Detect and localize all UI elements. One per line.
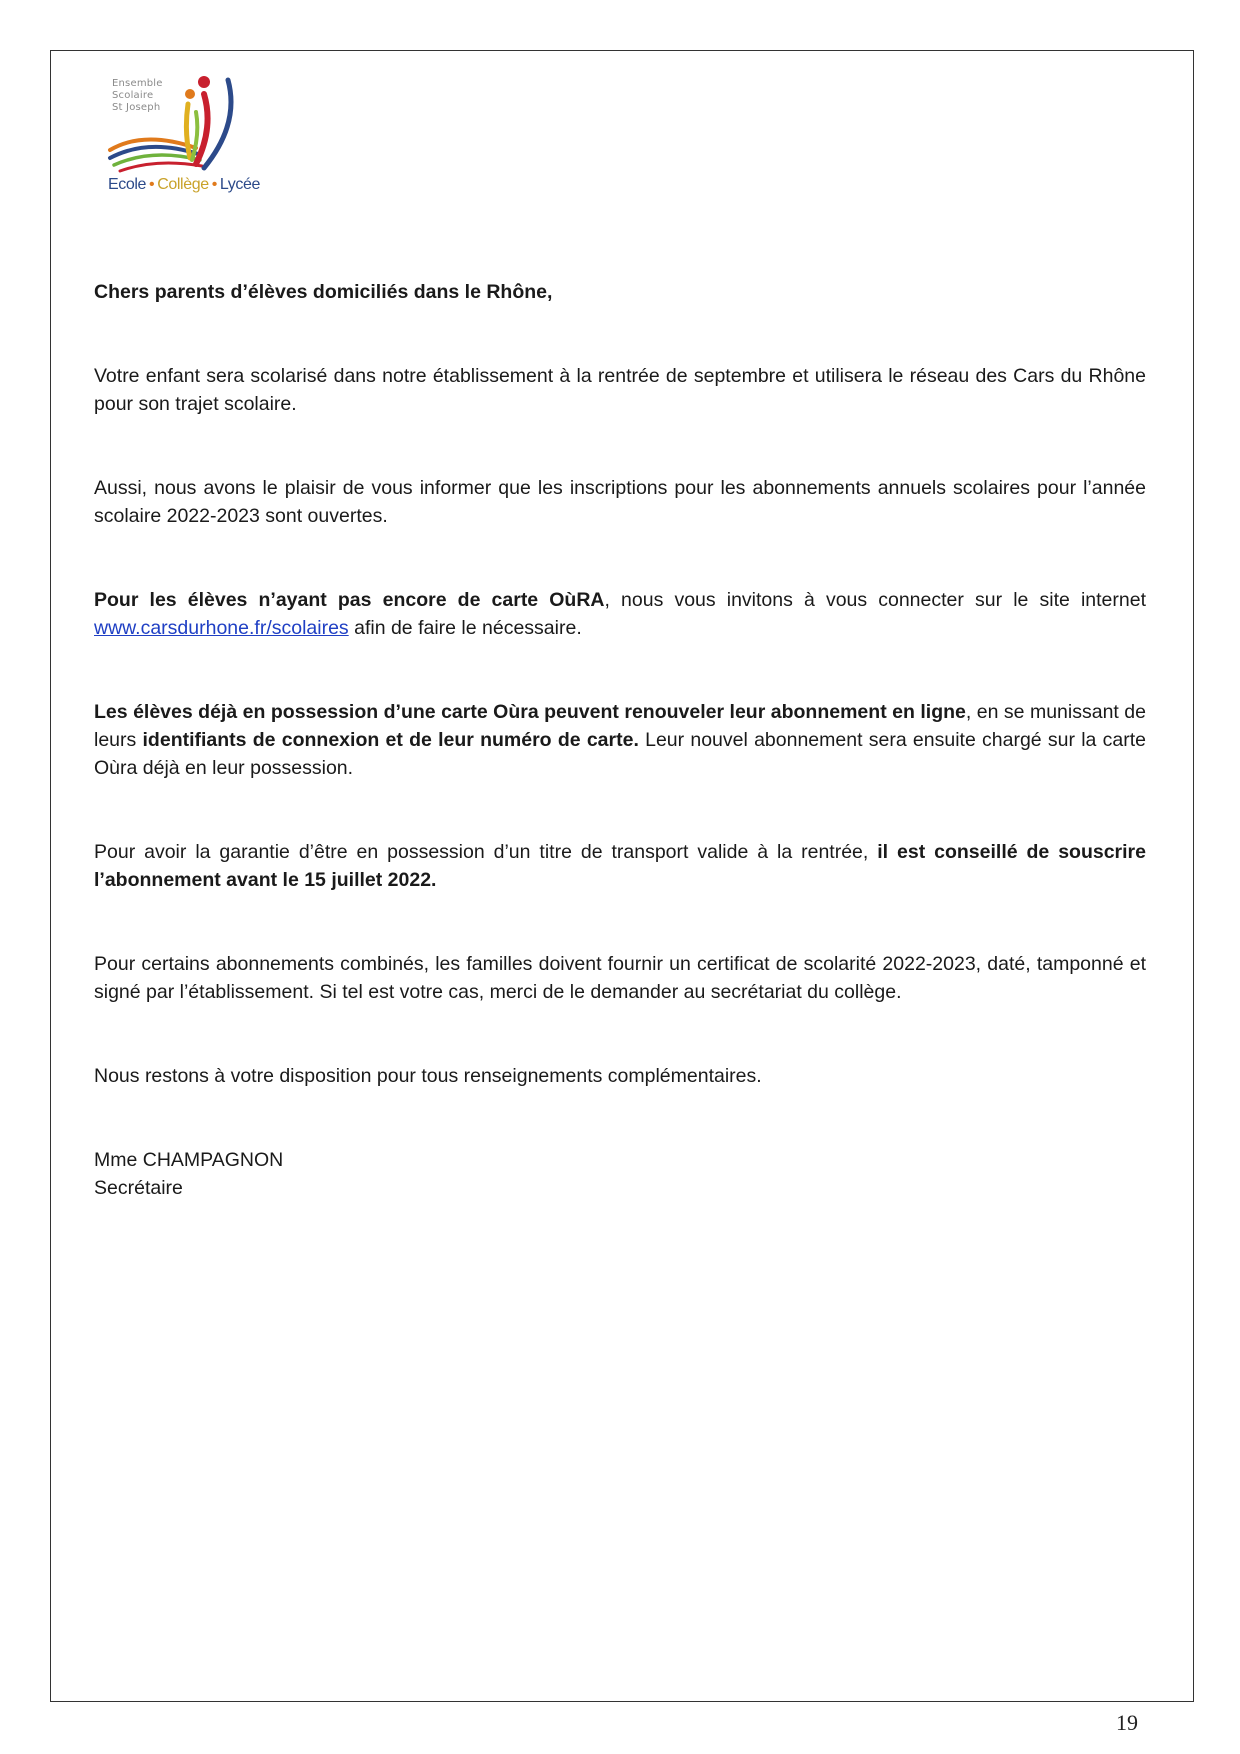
logo-line-1: Ensemble	[112, 78, 163, 89]
paragraph-new-card	[94, 586, 1146, 642]
renewal-bold-1: Les élèves déjà en possession d’une carte Oùra peuvent renouveler leur abonnement en ligne	[94, 701, 966, 723]
paragraph-registration-open: Aussi, nous avons le plaisir de vous informer que les inscriptions pour les abonnements annuels scolaires pour l’année scolaire 2022-2023 sont ouvertes.	[94, 477, 1146, 527]
logo-line-3: St Joseph	[112, 102, 161, 113]
new-card-text-1: , nous vous invitons à vous connecter sur le site internet	[604, 589, 1146, 611]
logo-level-college: Collège	[157, 176, 209, 193]
logo-level-ecole: Ecole	[108, 176, 147, 193]
paragraph-certificate: Pour certains abonnements combinés, les familles doivent fournir un certificat de scolarité 2022-2023, daté, tamponné et signé par l’établissement. Si tel est votre cas, merci de le demander au secrétariat du collège.	[94, 953, 1146, 1003]
logo-level-lycee: Lycée	[219, 176, 261, 193]
new-card-text-2: afin de faire le nécessaire.	[348, 617, 582, 639]
greeting: Chers parents d’élèves domiciliés dans le Rhône,	[94, 281, 553, 303]
logo-separator-2: •	[211, 176, 217, 193]
renewal-text-2: Leur nouvel abonnement sera ensuite chargé sur la carte Oùra déjà en leur possession.	[94, 729, 1146, 779]
paragraph-deadline	[94, 838, 1146, 894]
signature-title: Secrétaire	[94, 1177, 183, 1199]
logo-separator-1: •	[149, 176, 155, 193]
logo-text-top	[112, 78, 163, 114]
letter-body	[94, 278, 1146, 1202]
page-number: 19	[1116, 1710, 1138, 1735]
signature-name: Mme CHAMPAGNON	[94, 1149, 284, 1171]
deadline-bold: il est conseillé de souscrire l’abonnement avant le 15 juillet 2022.	[94, 841, 1146, 891]
school-logo	[104, 72, 274, 212]
cars-du-rhone-link[interactable]: www.carsdurhone.fr/scolaires	[94, 617, 349, 639]
new-card-bold: Pour les élèves n’ayant pas encore de carte OùRA	[94, 589, 605, 611]
paragraph-enrollment: Votre enfant sera scolarisé dans notre établissement à la rentrée de septembre et utilisera le réseau des Cars du Rhône pour son trajet scolaire.	[94, 365, 1146, 415]
paragraph-closing: Nous restons à votre disposition pour tous renseignements complémentaires.	[94, 1065, 762, 1087]
renewal-bold-2: identifiants de connexion et de leur numéro de carte.	[142, 729, 639, 751]
paragraph-renewal	[94, 698, 1146, 782]
renewal-text-1: , en se munissant de leurs	[94, 701, 1146, 751]
deadline-text: Pour avoir la garantie d’être en possession d’un titre de transport valide à la rentrée,	[94, 841, 878, 863]
logo-levels	[108, 176, 260, 194]
logo-line-2: Scolaire	[112, 90, 154, 101]
